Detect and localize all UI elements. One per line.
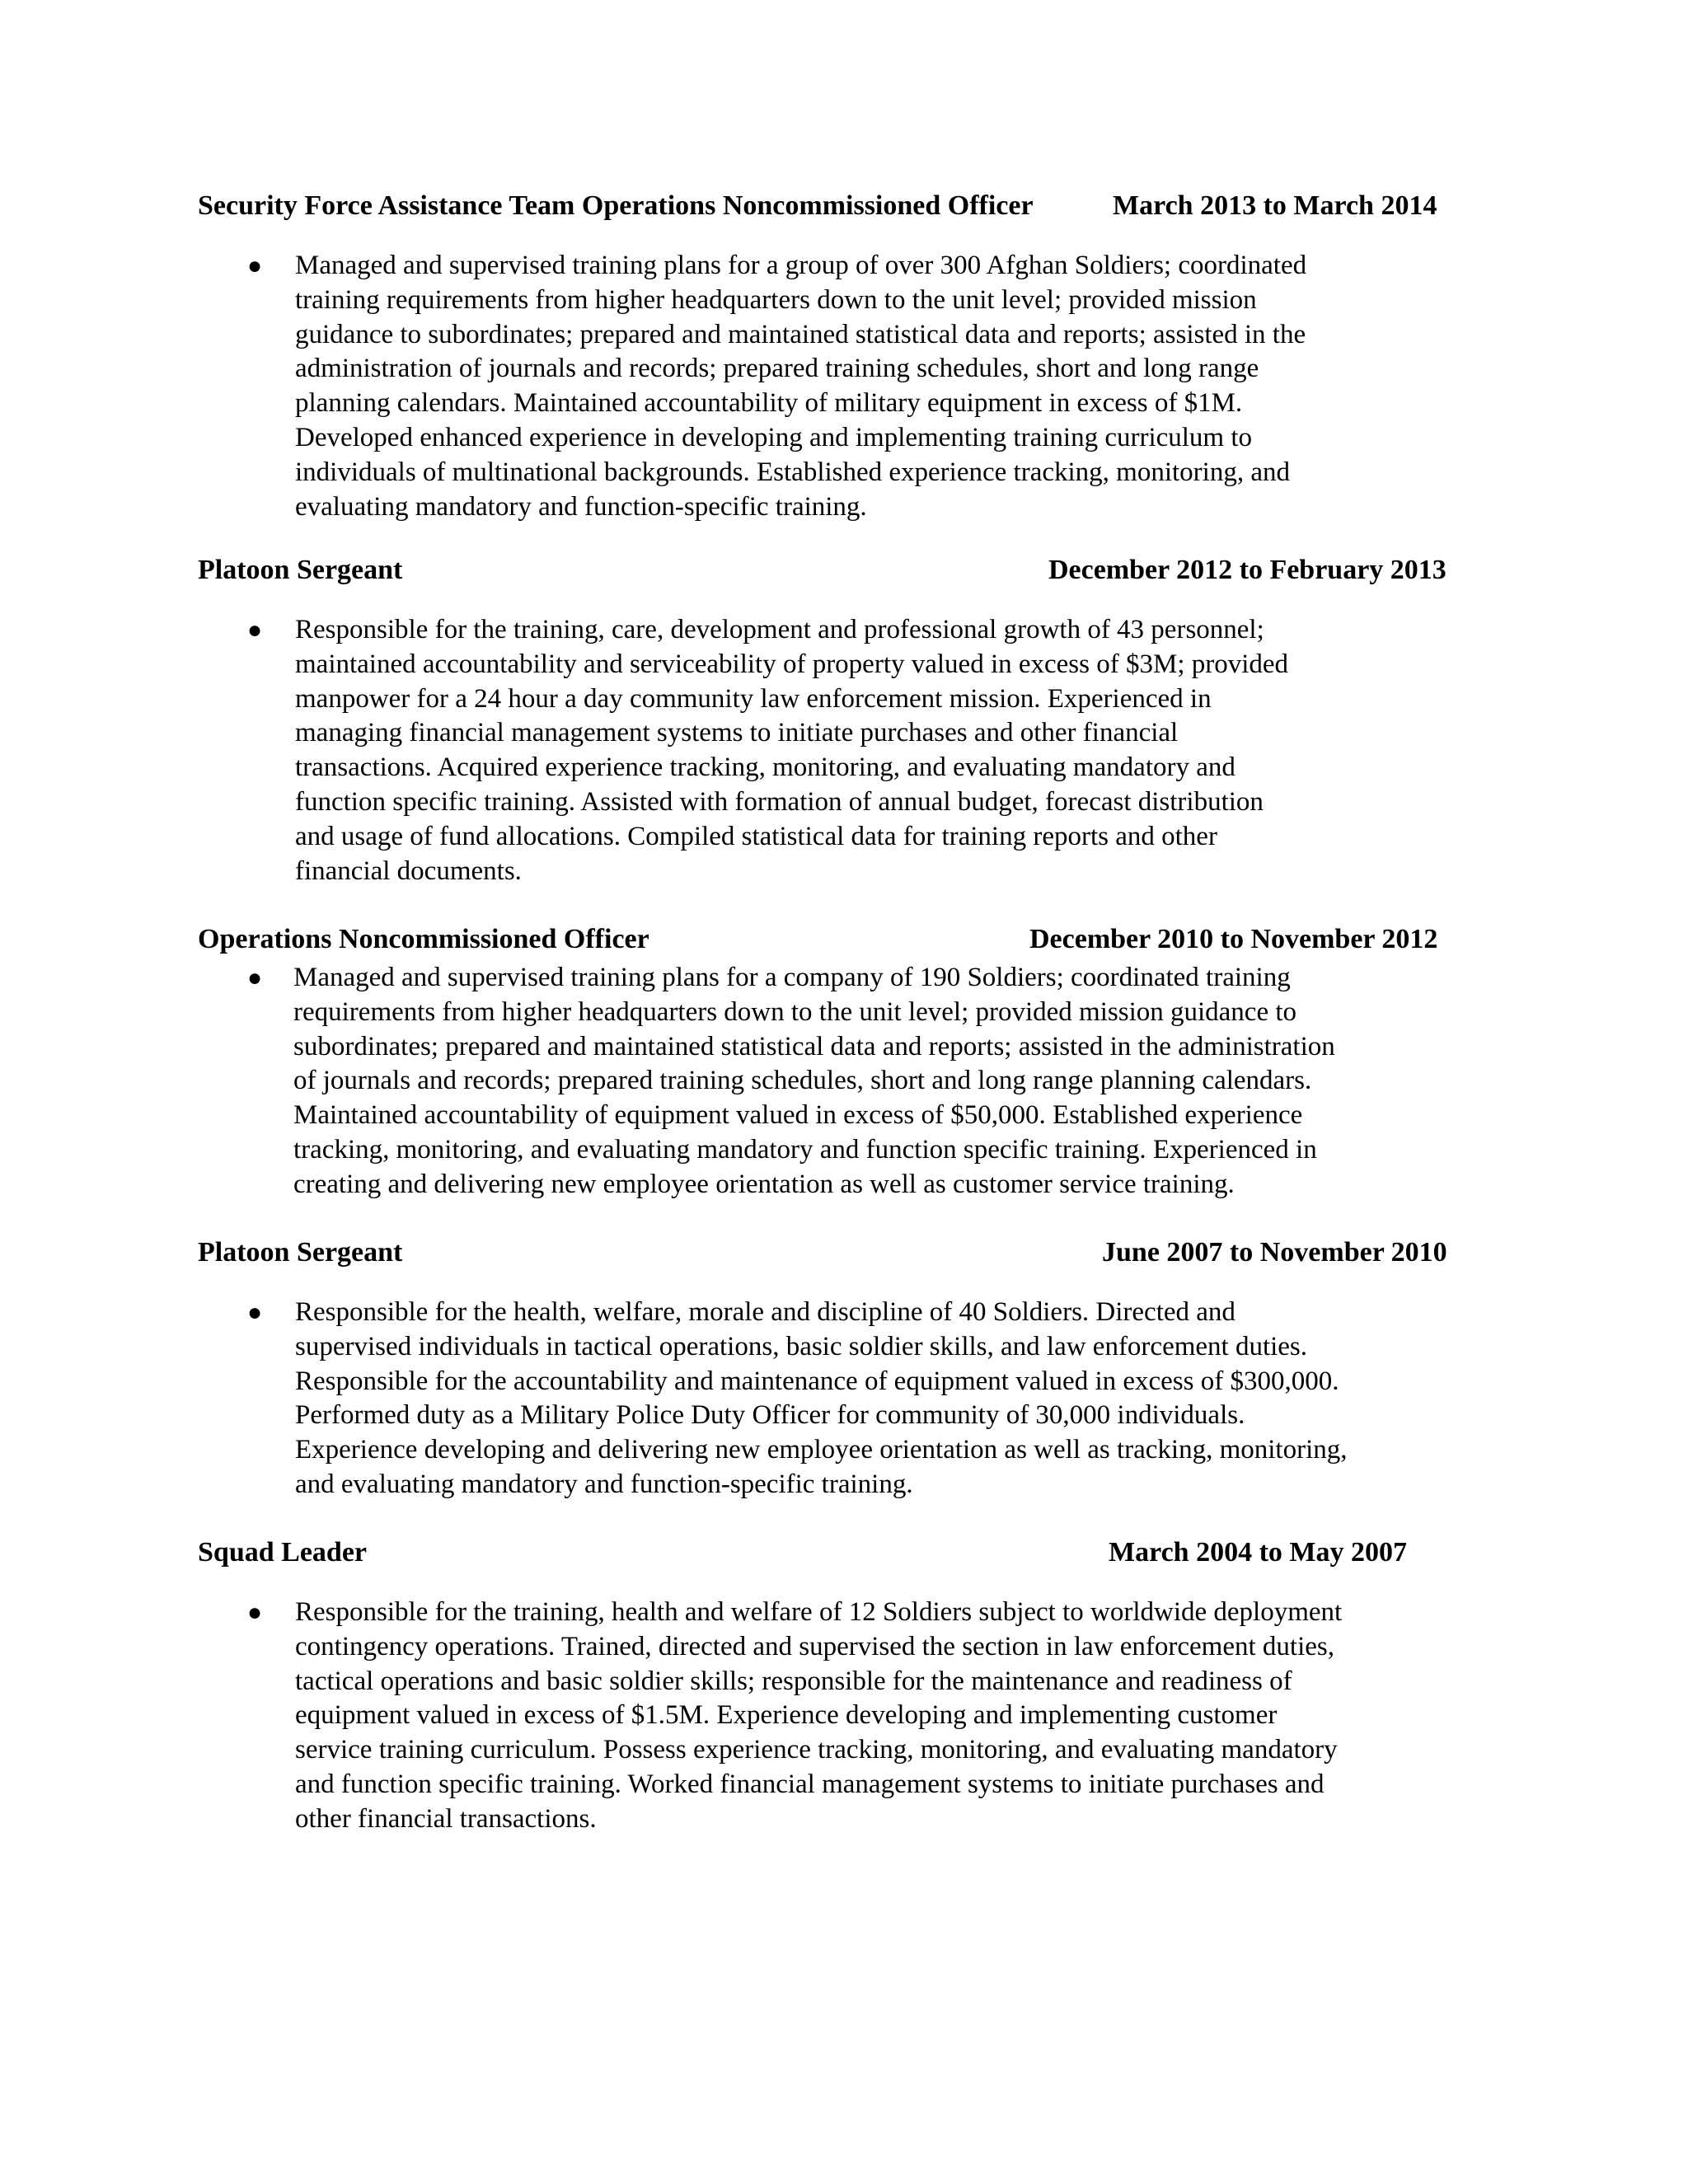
job-entry	[198, 552, 1484, 893]
bullet-line: administration of journals and records; prepared training schedules, short and long range	[295, 354, 1259, 384]
job-bullet	[198, 1596, 1484, 1843]
job-header	[198, 1235, 1484, 1271]
bullet-icon: ●	[247, 616, 263, 644]
bullet-line: Developed enhanced experience in developing and implementing training curriculum to	[295, 422, 1253, 452]
job-bullet	[198, 249, 1484, 529]
bullet-line: managing financial management systems to initiate purchases and other financial	[295, 718, 1179, 748]
bullet-line: planning calendars. Maintained accountability of military equipment in excess of $1M.	[295, 388, 1243, 419]
bullet-line: tactical operations and basic soldier skills; responsible for the maintenance and readiness of	[295, 1666, 1292, 1696]
bullet-line: and function specific training. Worked financial management systems to initiate purchases and	[295, 1769, 1325, 1799]
job-entry	[198, 921, 1484, 1208]
bullet-line: subordinates; prepared and maintained statistical data and reports; assisted in the administration	[293, 1031, 1335, 1062]
job-entry	[198, 1535, 1484, 1843]
bullet-line: Experience developing and delivering new employee orientation as well as tracking, monitoring,	[295, 1435, 1348, 1465]
bullet-line: and evaluating mandatory and function-specific training.	[295, 1469, 913, 1499]
job-title: Squad Leader	[198, 1537, 367, 1568]
bullet-text	[295, 1296, 1482, 1502]
bullet-line: Managed and supervised training plans for a company of 190 Soldiers; coordinated training	[293, 963, 1291, 992]
bullet-icon: ●	[247, 1599, 263, 1626]
bullet-text	[295, 1596, 1482, 1837]
bullet-line: manpower for a 24 hour a day community law enforcement mission. Experienced in	[295, 683, 1212, 714]
bullet-line: transactions. Acquired experience tracking, monitoring, and evaluating mandatory and	[295, 752, 1236, 783]
bullet-icon: ●	[247, 1299, 263, 1326]
bullet-line: Managed and supervised training plans for a group of over 300 Afghan Soldiers; coordinated	[295, 251, 1307, 280]
bullet-line: maintained accountability and serviceability of property valued in excess of $3M; provided	[295, 649, 1289, 679]
job-dates: December 2010 to November 2012	[1029, 924, 1438, 954]
bullet-line: training requirements from higher headquarters down to the unit level; provided mission	[295, 284, 1257, 315]
bullet-line: requirements from higher headquarters down to the unit level; provided mission guidance to	[293, 996, 1297, 1027]
bullet-line: equipment valued in excess of $1.5M. Experience developing and implementing customer	[295, 1700, 1278, 1731]
bullet-line: and usage of fund allocations. Compiled statistical data for training reports and other	[295, 821, 1217, 851]
bullet-text	[293, 961, 1480, 1202]
bullet-line: supervised individuals in tactical operations, basic soldier skills, and law enforcement duties.	[295, 1331, 1308, 1361]
bullet-line: service training curriculum. Possess experience tracking, monitoring, and evaluating mandatory	[295, 1735, 1338, 1765]
bullet-line: function specific training. Assisted with formation of annual budget, forecast distribution	[295, 786, 1264, 817]
bullet-line: contingency operations. Trained, directed and supervised the section in law enforcement duties,	[295, 1631, 1334, 1661]
bullet-line: other financial transactions.	[295, 1803, 597, 1834]
job-header	[198, 921, 1484, 958]
job-bullet	[198, 1296, 1484, 1510]
bullet-line: evaluating mandatory and function-specific training.	[295, 491, 867, 522]
bullet-line: Maintained accountability of equipment valued in excess of $50,000. Established experience	[293, 1100, 1303, 1131]
job-dates: June 2007 to November 2010	[1102, 1237, 1447, 1268]
job-dates: March 2004 to May 2007	[1109, 1537, 1407, 1568]
bullet-line: creating and delivering new employee orientation as well as customer service training.	[293, 1169, 1235, 1199]
job-title: Platoon Sergeant	[198, 555, 403, 585]
bullet-line: financial documents.	[295, 855, 522, 886]
job-title: Security Force Assistance Team Operations Noncommissioned Officer	[198, 190, 1034, 221]
job-title: Platoon Sergeant	[198, 1237, 403, 1268]
bullet-line: individuals of multinational backgrounds. Established experience tracking, monitoring, and	[295, 457, 1290, 487]
bullet-text	[295, 249, 1482, 524]
bullet-line: Responsible for the training, care, development and professional growth of 43 personnel;	[295, 615, 1264, 644]
bullet-line: of journals and records; prepared training schedules, short and long range planning calendars.	[293, 1066, 1312, 1096]
job-bullet	[198, 961, 1484, 1208]
bullet-line: Responsible for the accountability and maintenance of equipment valued in excess of $300,000.	[295, 1366, 1339, 1396]
bullet-icon: ●	[247, 964, 263, 991]
bullet-line: Responsible for the health, welfare, morale and discipline of 40 Soldiers. Directed and	[295, 1297, 1236, 1327]
job-bullet	[198, 613, 1484, 893]
bullet-line: guidance to subordinates; prepared and maintained statistical data and reports; assisted in the	[295, 319, 1306, 349]
bullet-line: tracking, monitoring, and evaluating mandatory and function specific training. Experienced in	[293, 1134, 1317, 1165]
job-header	[198, 552, 1484, 588]
bullet-text	[295, 613, 1482, 888]
job-entry	[198, 1235, 1484, 1510]
bullet-line: Performed duty as a Military Police Duty Officer for community of 30,000 individuals.	[295, 1400, 1245, 1431]
job-dates: March 2013 to March 2014	[1113, 190, 1437, 221]
job-entry	[198, 188, 1484, 529]
bullet-line: Responsible for the training, health and welfare of 12 Soldiers subject to worldwide deployment	[295, 1597, 1343, 1627]
job-header	[198, 1535, 1484, 1571]
job-dates: December 2012 to February 2013	[1048, 555, 1447, 585]
job-title: Operations Noncommissioned Officer	[198, 924, 649, 954]
bullet-icon: ●	[247, 252, 263, 279]
job-header	[198, 188, 1484, 224]
